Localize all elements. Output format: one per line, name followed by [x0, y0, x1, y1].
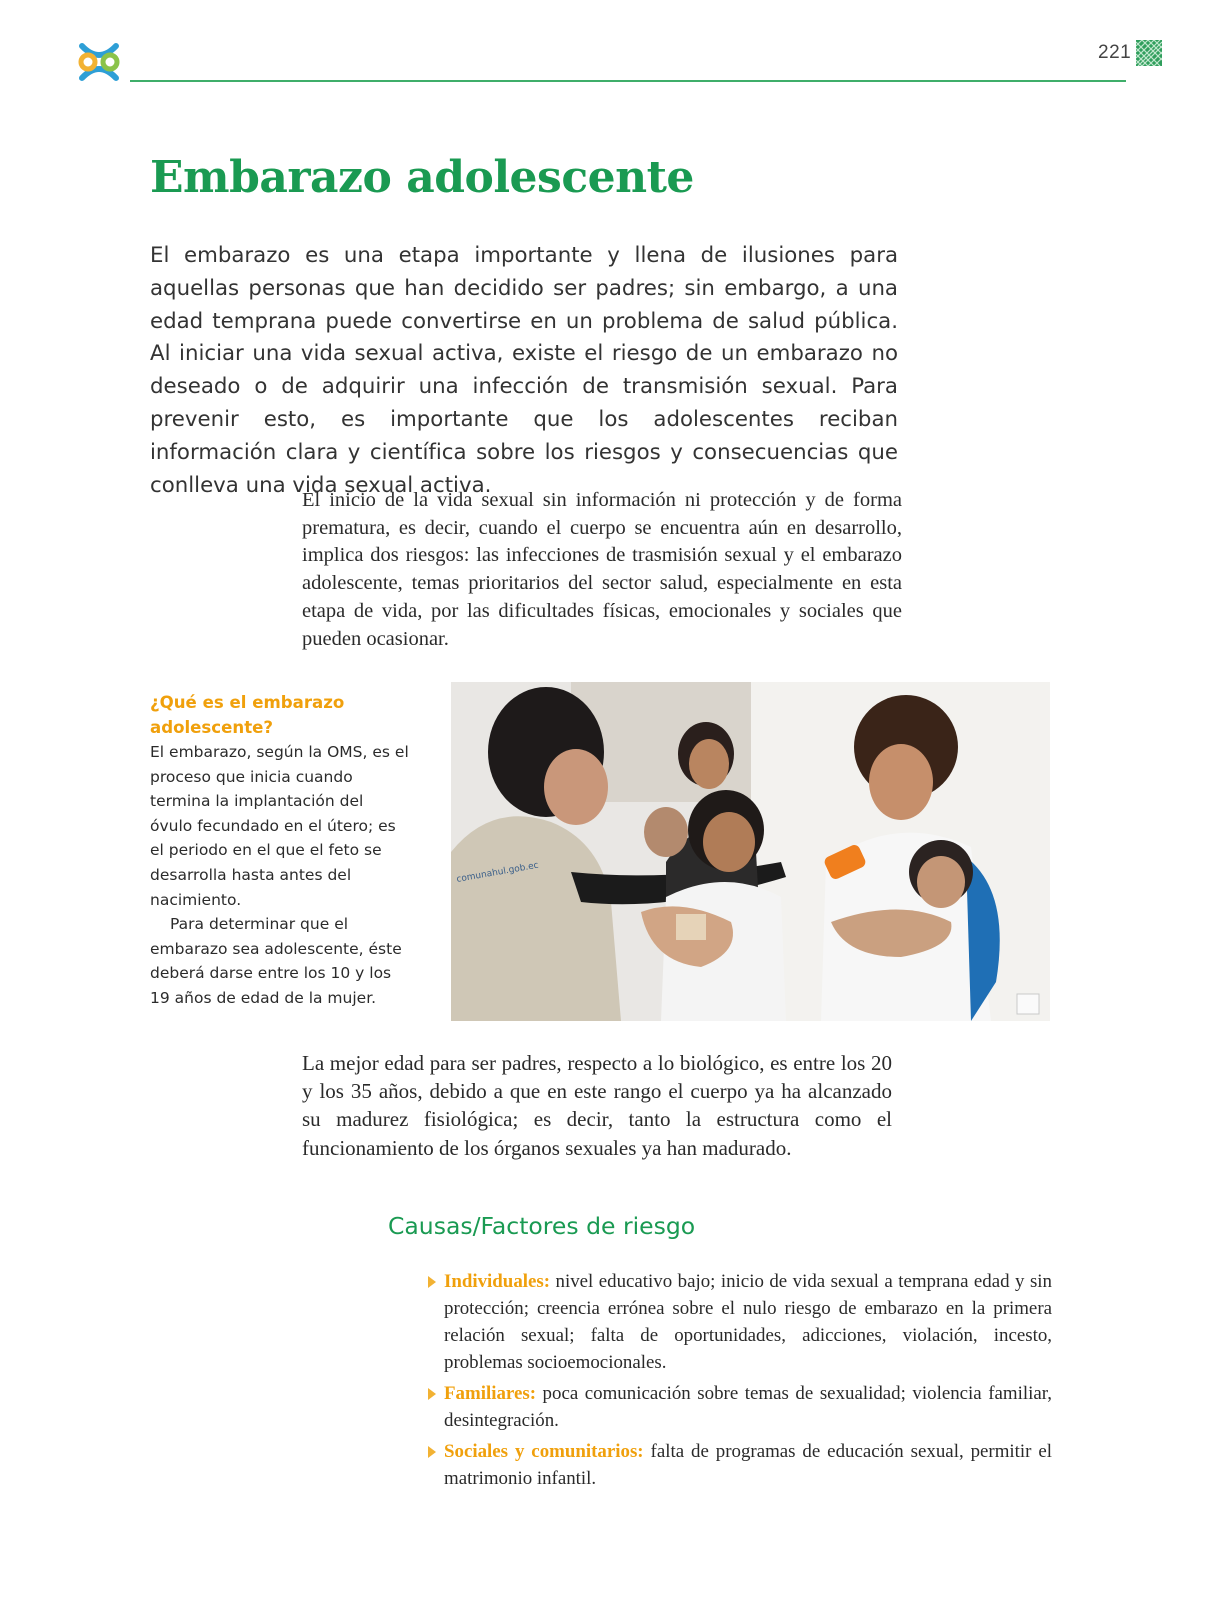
sidebar-definition-text: El embarazo, según la OMS, es el proceso que inicia cuando termina la implantación del óvulo fecundado en el útero; es el periodo en el que el feto se desarrolla hasta antes del nacimiento.: [150, 743, 409, 909]
list-item-label: Familiares:: [444, 1383, 536, 1404]
health-workers-photo: [451, 682, 1050, 1021]
causes-heading: Causas/Factores de riesgo: [388, 1212, 696, 1240]
page-number: 221: [1098, 42, 1132, 63]
list-item: [428, 1438, 1052, 1492]
best-age-paragraph: La mejor edad para ser padres, respecto a lo biológico, es entre los 20 y los 35 años, debido a que en este rango el cuerpo ya ha alcanzado su madurez fisiológica; es decir, tanto la estructura como el funcionamiento de los órganos sexuales ya han madurado.: [302, 1051, 892, 1160]
corner-pattern-icon: [1136, 40, 1162, 66]
vest-logo-text: comunahul.gob.ec: [455, 860, 540, 885]
list-item-text: nivel educativo bajo; inicio de vida sexual a temprana edad y sin protección; creencia errónea sobre el nulo riesgo de embarazo en la primera relación sexual; falta de oportunidades, adicciones, violación, incesto, problemas socioemocionales.: [444, 1271, 1052, 1373]
sidebar-heading: ¿Qué es el embarazo adolescente?: [150, 693, 345, 737]
list-item-label: Individuales:: [444, 1271, 551, 1292]
risk-factors-list: [428, 1268, 1052, 1496]
bullet-triangle-icon: [428, 1388, 436, 1400]
intro-paragraph: El embarazo es una etapa importante y llena de ilusiones para aquellas personas que han decidido ser padres; sin embargo, a una edad temprana puede convertirse en un problema de salud pública. Al iniciar una vida sexual activa, existe el riesgo de un embarazo no deseado o de adquirir una infección de transmisión sexual. Para prevenir esto, es importante que los adolescentes reciban información clara y científica sobre los riesgos y consecuencias que conlleva una vida sexual activa.: [150, 243, 898, 498]
bullet-triangle-icon: [428, 1446, 436, 1458]
list-item: [428, 1380, 1052, 1434]
risk-paragraph: El inicio de la vida sexual sin información ni protección y de forma prematura, es decir, cuando el cuerpo se encuentra aún en desarrollo, implica dos riesgos: las infecciones de trasmisión sexual y el embarazo adolescente, temas prioritarios del sector salud, especialmente en esta etapa de vida, por las dificultades físicas, emocionales y sociales que pueden ocasionar.: [302, 489, 902, 650]
header-rule: [130, 80, 1126, 82]
logo-icon: [76, 38, 122, 86]
bullet-triangle-icon: [428, 1276, 436, 1288]
list-item-text: poca comunicación sobre temas de sexualidad; violencia familiar, desintegración.: [444, 1383, 1052, 1431]
list-item-text: falta de programas de educación sexual, permitir el matrimonio infantil.: [444, 1441, 1052, 1489]
sidebar-age-text: Para determinar que el embarazo sea adolescente, éste deberá darse entre los 10 y los 19 años de edad de la mujer.: [150, 915, 402, 1007]
list-item: [428, 1268, 1052, 1376]
definition-sidebar: [150, 690, 410, 1011]
list-item-label: Sociales y comunitarios:: [444, 1441, 644, 1462]
page-title: Embarazo adolescente: [150, 152, 694, 203]
